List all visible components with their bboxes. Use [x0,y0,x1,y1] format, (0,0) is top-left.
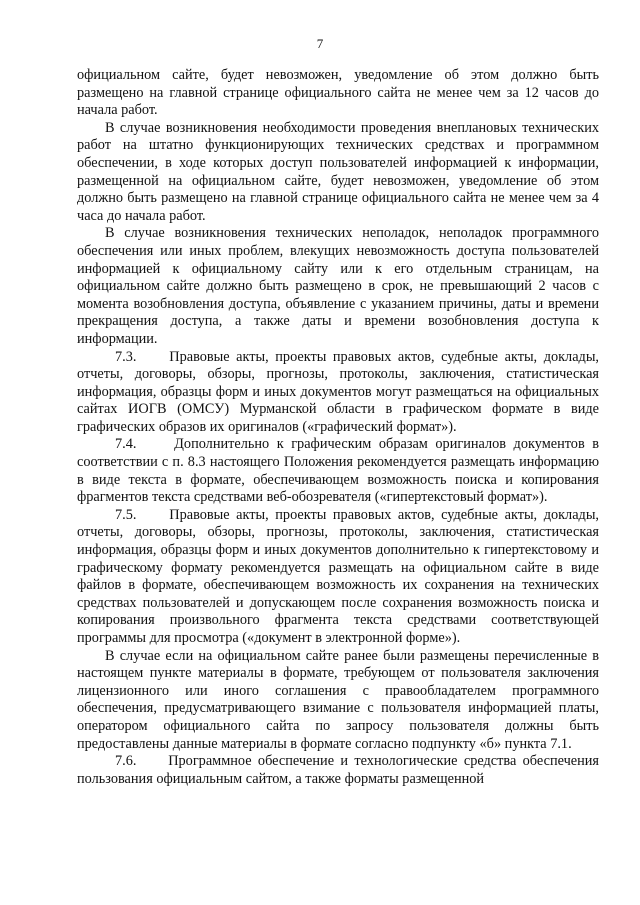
paragraph-paid-formats: В случае если на официальном сайте ранее были размещены перечисленные в настоящем пункте материалы в формате, требующем от пользователя заключения лицензионного или иного соглашения с правообладателем программного обеспечения, предусматривающего взимание с пользователя информацией платы, оператором официального сайта по запросу пользователя должны быть предоставлены данные материалы в формате согласно подпункту «б» пункта 7.1. [77,647,599,752]
paragraph-7-5: 7.5. Правовые акты, проекты правовых актов, судебные акты, доклады, отчеты, договоры, обзоры, прогнозы, протоколы, заключения, статистическая информация, образцы форм и иных документов дополнительно к гипертекстовому и графическому формату рекомендуется размещать на официальном сайте в виде файлов в формате, обеспечивающем возможность их сохранения на технических средствах пользователей и допускающем после сохранения возможность поиска и копирования произвольного фрагмента текста средствами соответствующей программы для просмотра («документ в электронной форме»). [77,506,599,646]
page-number: 7 [316,36,324,51]
paragraph-unplanned-works: В случае возникновения необходимости проведения внеплановых технических работ на штатно функционирующих технических средствах и программном обеспечении, в ходе которых доступ пользователей информацией к информации, размещенной на официальном сайте, будет невозможен, уведомление об этом должно быть размещено на главной странице официального сайта не менее чем за 4 часа до начала работ. [77,119,599,224]
paragraph-technical-failures: В случае возникновения технических неполадок, неполадок программного обеспечения или иных проблем, влекущих невозможность доступа пользователей информацией к официальному сайту или к его отдельным страницам, на официальном сайте должно быть размещено в срок, не превышающий 2 часов с момента возобновления доступа, объявление с указанием причины, даты и времени прекращения доступа, а также даты и времени возобновления доступа к информации. [77,225,599,347]
document-body [77,67,599,788]
paragraph-7-4: 7.4. Дополнительно к графическим образам оригиналов документов в соответствии с п. 8.3 настоящего Положения рекомендуется размещать информацию в виде текста в формате, обеспечивающем возможность поиска и копирования фрагментов текста средствами веб-обозревателя («гипертекстовый формат»). [77,436,599,506]
paragraph-7-6: 7.6. Программное обеспечение и технологические средства обеспечения пользования официальным сайтом, а также форматы размещенной [77,753,599,787]
paragraph-7-3: 7.3. Правовые акты, проекты правовых актов, судебные акты, доклады, отчеты, договоры, обзоры, прогнозы, протоколы, заключения, статистическая информация, образцы форм и иных документов могут размещаться на официальных сайтах ИОГВ (ОМСУ) Мурманской области в графическом формате в виде графических образов их оригиналов («графический формат»). [77,348,599,435]
paragraph-continuation: официальном сайте, будет невозможен, уведомление об этом должно быть размещено на главной странице официального сайта не менее чем за 12 часов до начала работ. [77,67,599,119]
